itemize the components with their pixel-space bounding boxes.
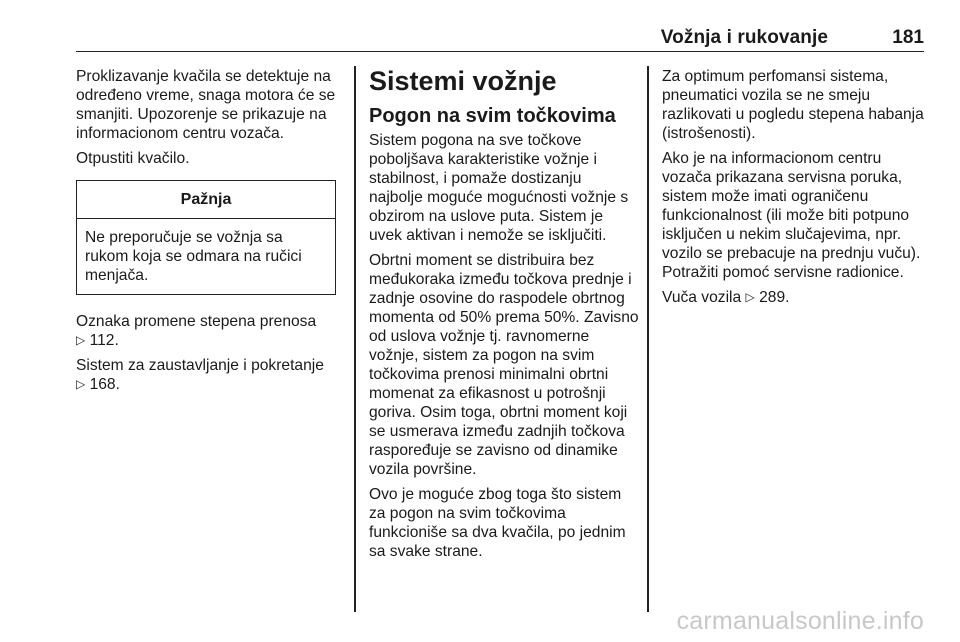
paragraph: Obrtni moment se distribuira bez međukoraka između točkova prednje i zadnje osovine do raspodele obrtnog momenta od 50% prema 50%. Zavisno od uslova vožnje tj. ravnomerne vožnje, sistem za pogon na svim točkovima prenosi minimalni obrtni momenat za efikasnost u potrošnji goriva. Osim toga, obrtni moment koji se usmerava između zadnjih točkova raspoređuje se zavisno od dinamike vozila površine. — [369, 252, 639, 478]
reference-text: Vuča vozila — [662, 289, 742, 306]
cross-reference — [76, 312, 344, 350]
warning-body: Ne preporučuje se vožnja sa rukom koja se odmara na ručici menjača. — [85, 229, 302, 284]
paragraph: Ovo je moguće zbog toga što sistem za pogon na svim točkovima funkcioniše sa dva kvačila, po jednim sa svake strane. — [369, 486, 626, 560]
column-divider — [647, 66, 649, 612]
page-number: 181 — [892, 27, 924, 48]
subsection-heading: Pogon na svim točkovima — [369, 105, 616, 127]
column-middle — [369, 67, 639, 567]
cross-reference — [662, 288, 932, 307]
page-link[interactable]: 168. — [89, 376, 120, 393]
warning-title: Pažnja — [77, 181, 335, 219]
page-header — [76, 24, 924, 52]
paragraph: Proklizavanje kvačila se detektuje na određeno vreme, snaga motora će se smanjiti. Upozorenje se prikazuje na informacionom centru vozača. — [76, 68, 336, 142]
paragraph: Za optimum perfomansi sistema, pneumatici vozila se ne smeju razlikovati u pogledu stepena habanja (istrošenosti). — [662, 68, 924, 142]
column-divider — [354, 66, 356, 612]
watermark: carmanualsonline.info — [676, 607, 924, 635]
paragraph: Otpustiti kvačilo. — [76, 150, 190, 167]
column-left — [76, 67, 344, 400]
arrow-reference-icon: ▷ — [745, 290, 755, 304]
arrow-reference-icon: ▷ — [76, 377, 86, 391]
arrow-reference-icon: ▷ — [76, 333, 86, 347]
paragraph: Ako je na informacionom centru vozača prikazana servisna poruka, sistem može imati ograničenu funkcionalnost (ili može biti potpuno isključen u nekim slučajevima, npr. vozilo se prebacuje na prednju vuču). Potražiti pomoć servisne radionice. — [662, 150, 921, 281]
cross-reference — [76, 356, 344, 394]
column-right — [662, 67, 932, 313]
reference-text: Sistem za zaustavljanje i pokretanje — [76, 357, 324, 374]
reference-text: Oznaka promene stepena prenosa — [76, 313, 317, 330]
warning-box — [76, 180, 336, 295]
page-link[interactable]: 289. — [759, 289, 790, 306]
paragraph: Sistem pogona na sve točkove poboljšava karakteristike vožnje i stabilnost, i pomaže dostizanju najbolje moguće mogućnosti vožnje s obzirom na uslove puta. Sistem je uvek aktivan i nemože se isključiti. — [369, 132, 629, 244]
section-title: Vožnja i rukovanje — [660, 27, 828, 48]
section-heading: Sistemi vožnje — [369, 66, 557, 96]
page-link[interactable]: 112. — [89, 332, 119, 349]
